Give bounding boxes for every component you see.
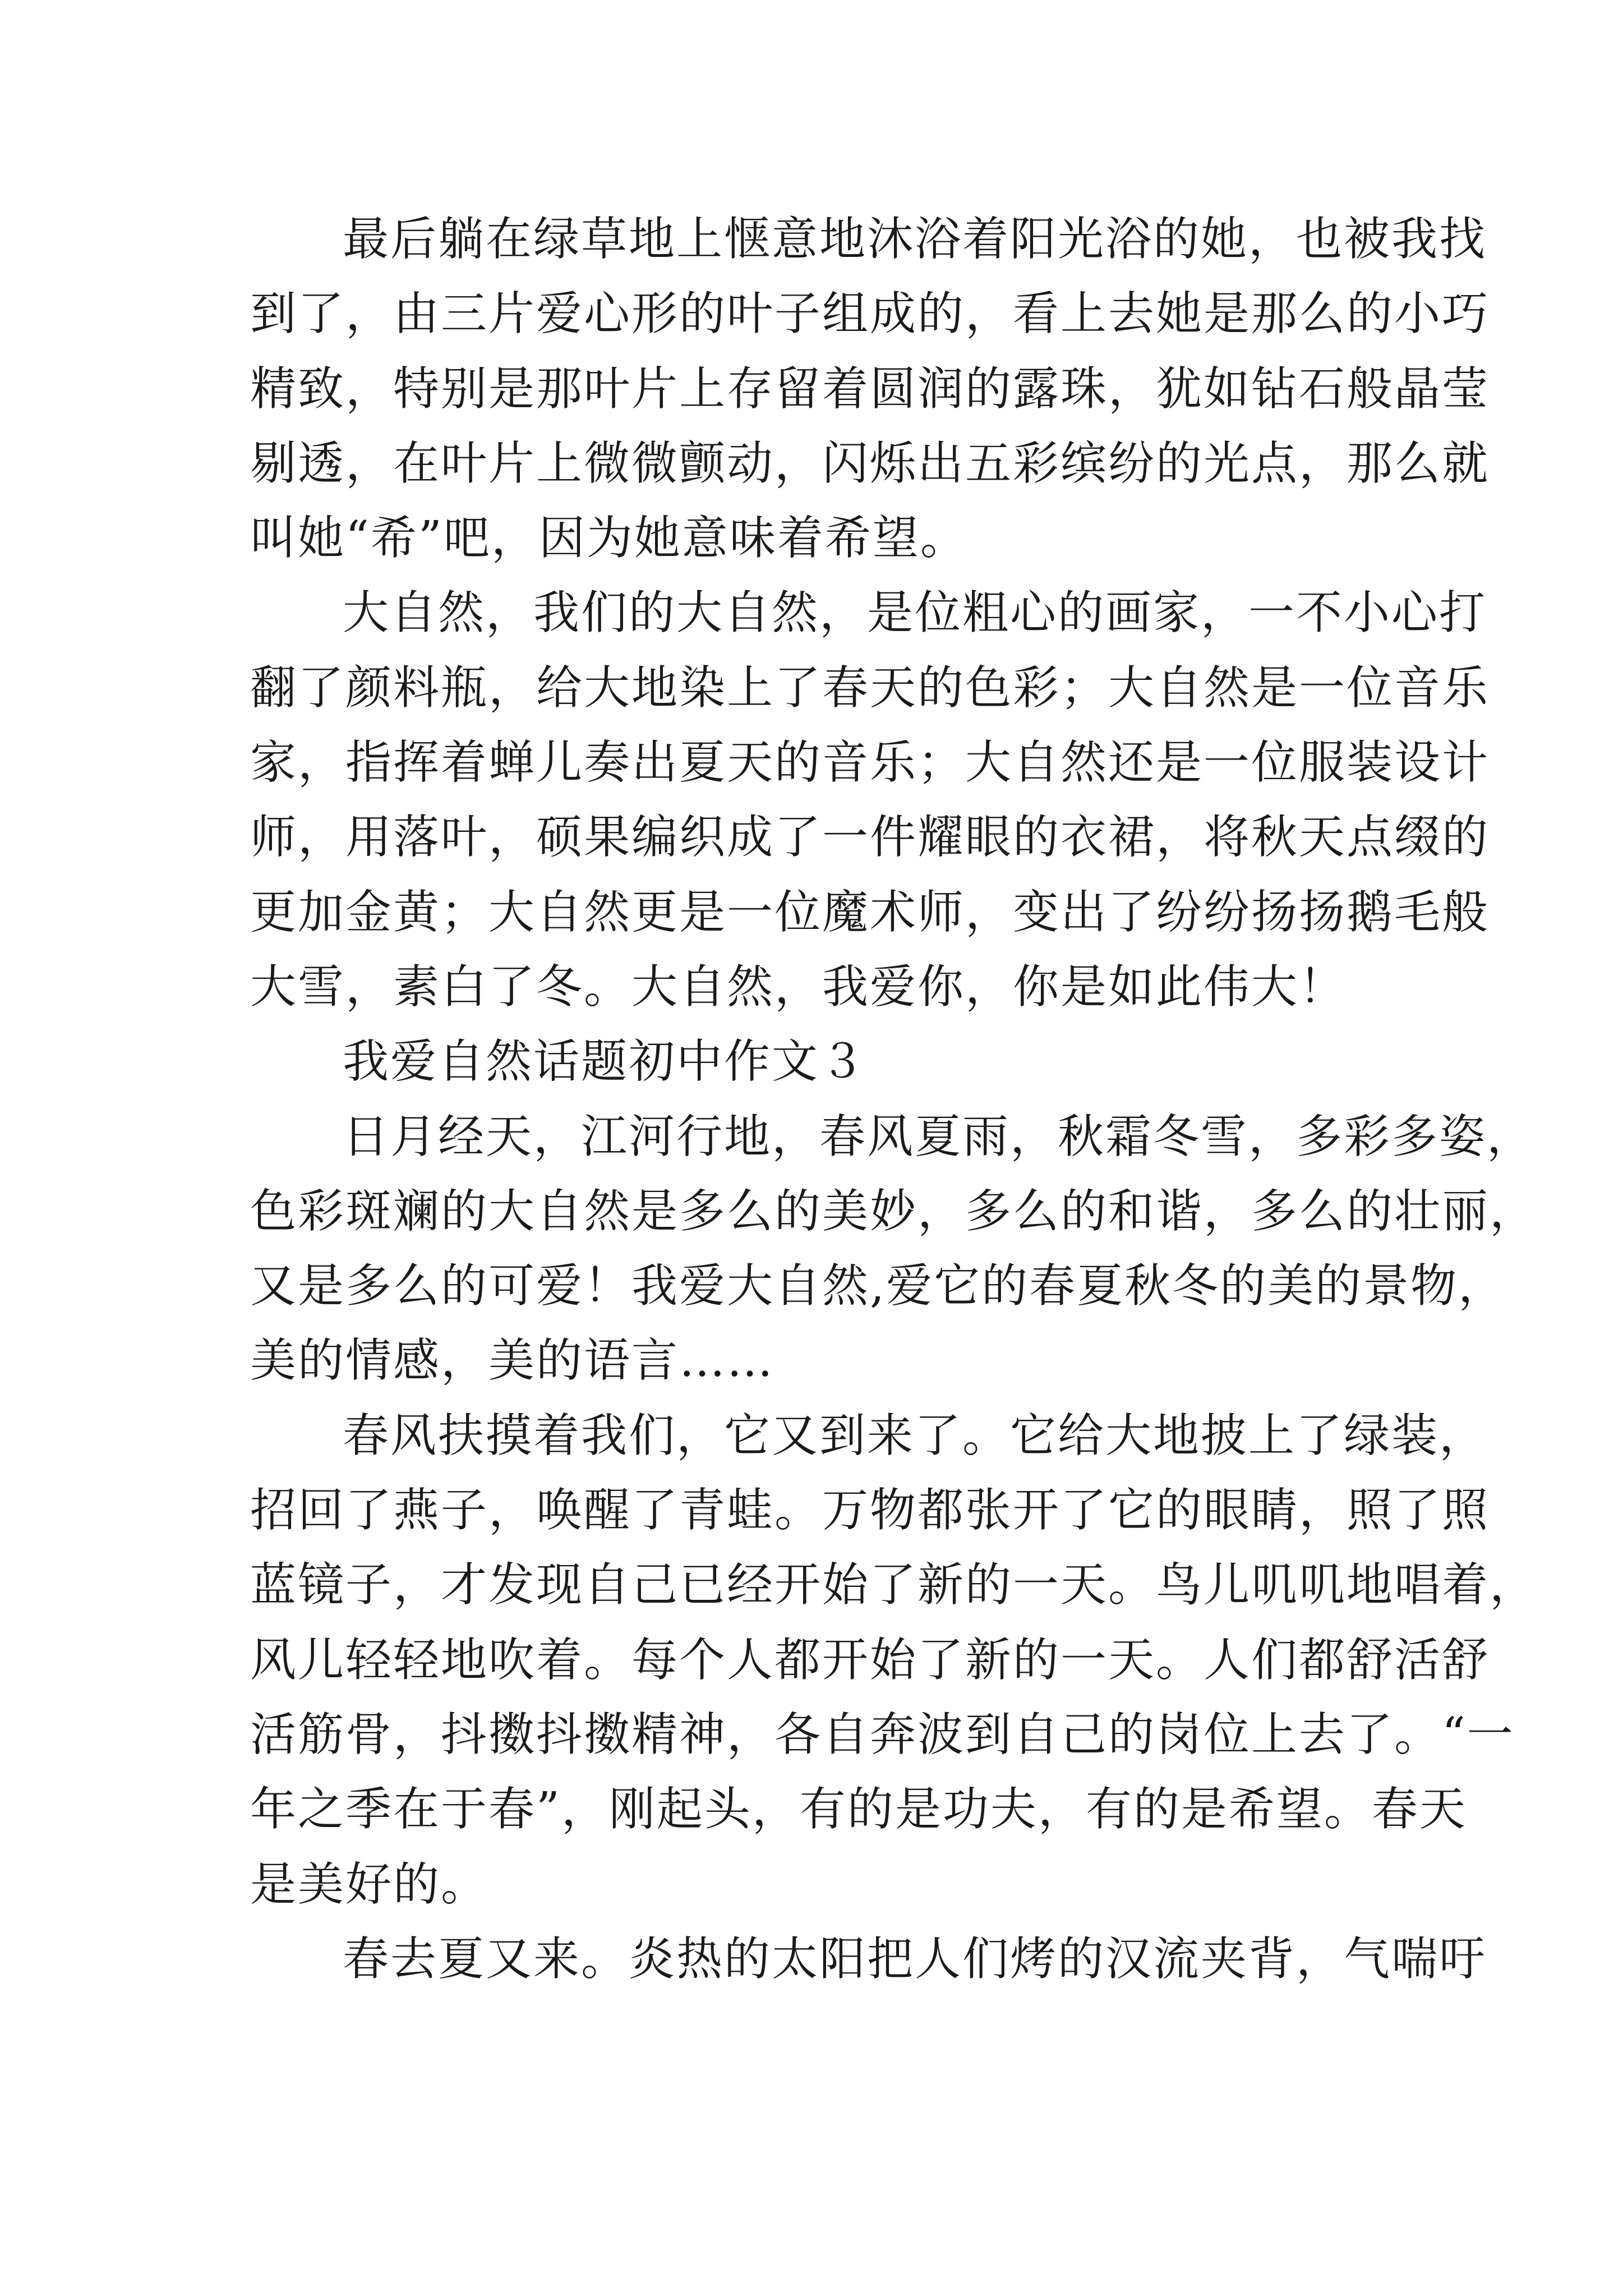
paragraph-line: 叫她“希”吧，因为她意味着希望。 — [250, 512, 968, 565]
paragraph-line: 春风扶摸着我们，它又到来了。它给大地披上了绿装， — [343, 1409, 1487, 1462]
section-heading: 我爱自然话题初中作文３ — [343, 1035, 868, 1089]
paragraph-line: 美的情感，美的语言…… — [250, 1334, 775, 1388]
paragraph-line: 精致，特别是那叶片上存留着圆润的露珠，犹如钻石般晶莹 — [250, 362, 1490, 416]
paragraph-line: 翻了颜料瓶，给大地染上了春天的色彩；大自然是一位音乐 — [250, 661, 1490, 715]
paragraph-line: 到了，由三片爱心形的叶子组成的，看上去她是那么的小巧 — [250, 287, 1490, 341]
paragraph-line: 活筋骨，抖擞抖擞精神，各自奔波到自己的岗位上去了。“一 — [250, 1708, 1515, 1761]
paragraph-line: 风儿轻轻地吹着。每个人都开始了新的一天。人们都舒活舒 — [250, 1633, 1490, 1687]
paragraph-line: 蓝镜子，才发现自己已经开始了新的一天。鸟儿叽叽地唱着， — [250, 1558, 1538, 1612]
paragraph-line: 大自然，我们的大自然，是位粗心的画家，一不小心打 — [343, 586, 1487, 640]
paragraph-line: 剔透，在叶片上微微颤动，闪烁出五彩缤纷的光点，那么就 — [250, 436, 1490, 490]
paragraph-line: 最后躺在绿草地上惬意地沐浴着阳光浴的她，也被我找 — [343, 213, 1487, 266]
paragraph-line: 春去夏又来。炎热的太阳把人们烤的汉流夹背，气喘吁 — [343, 1932, 1487, 1986]
paragraph-line: 更加金黄；大自然更是一位魔术师，变出了纷纷扬扬鹅毛般 — [250, 885, 1490, 939]
paragraph-line: 又是多么的可爱！我爱大自然,爱它的春夏秋冬的美的景物， — [250, 1259, 1506, 1313]
paragraph-line: 色彩斑斓的大自然是多么的美妙，多么的和谐，多么的壮丽， — [250, 1184, 1538, 1238]
paragraph-line: 招回了燕子，唤醒了青蛙。万物都张开了它的眼睛，照了照 — [250, 1484, 1490, 1538]
paragraph-line: 日月经天，江河行地，春风夏雨，秋霜冬雪，多彩多姿， — [343, 1110, 1535, 1163]
paragraph-line: 大雪，素白了冬。大自然，我爱你，你是如此伟大！ — [250, 960, 1347, 1014]
paragraph-line: 师，用落叶，硕果编织成了一件耀眼的衣裙，将秋天点缀的 — [250, 811, 1490, 864]
document-body — [250, 202, 1538, 1996]
paragraph-line: 家，指挥着蝉儿奏出夏天的音乐；大自然还是一位服装设计 — [250, 736, 1490, 790]
paragraph-line: 年之季在于春”，刚起头，有的是功夫，有的是希望。春天 — [250, 1783, 1467, 1837]
paragraph-line: 是美好的。 — [250, 1857, 489, 1911]
